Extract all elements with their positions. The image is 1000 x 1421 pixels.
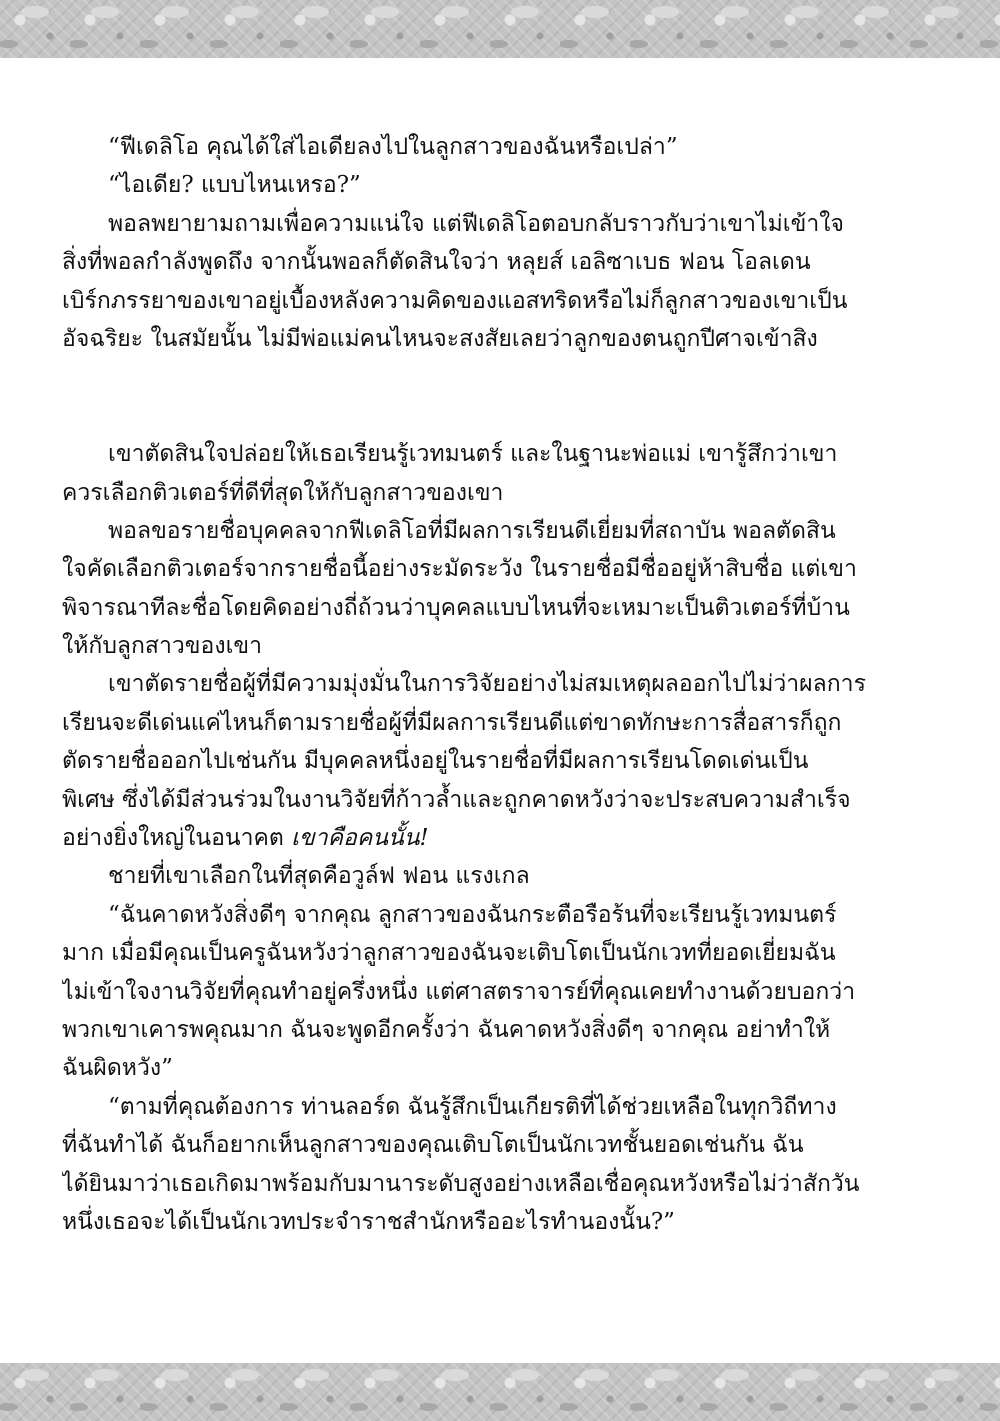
text-line	[62, 1126, 946, 1164]
text-line	[62, 1165, 946, 1203]
line-text: อย่างยิ่งใหญ่ในอนาคต	[62, 825, 292, 852]
story-text	[62, 128, 946, 1241]
text-line	[62, 704, 946, 742]
line-text: อัจฉริยะ ในสมัยนั้น ไม่มีพ่อแม่คนไหนจะสงสัยเลยว่าลูกของตนถูกปีศาจเข้าสิง	[62, 325, 818, 352]
text-line	[62, 512, 946, 550]
line-text: “ไอเดีย? แบบไหนเหรอ?”	[108, 172, 361, 199]
text-line	[62, 474, 946, 512]
line-text: พอลพยายามถามเพื่อความแน่ใจ แต่ฟีเดลิโอตอบกลับราวกับว่าเขาไม่เข้าใจ	[108, 210, 844, 237]
line-text: เรียนจะดีเด่นแค่ไหนก็ตามรายชื่อผู้ที่มีผลการเรียนดีแต่ขาดทักษะการสื่อสารก็ถูก	[62, 709, 842, 736]
text-line	[62, 166, 946, 204]
text-line	[62, 205, 946, 243]
text-line	[62, 550, 946, 588]
text-line	[62, 742, 946, 780]
line-text: เขาตัดสินใจปล่อยให้เธอเรียนรู้เวทมนตร์ และในฐานะพ่อแม่ เขารู้สึกว่าเขา	[108, 441, 838, 468]
blank-line	[62, 358, 946, 396]
line-text: ใจคัดเลือกติวเตอร์จากรายชื่อนี้อย่างระมัดระวัง ในรายชื่อมีชื่ออยู่ห้าสิบชื่อ แต่เขา	[62, 556, 857, 583]
text-line	[62, 781, 946, 819]
text-line	[62, 282, 946, 320]
text-line	[62, 1088, 946, 1126]
text-line	[62, 589, 946, 627]
line-text: ไม่เข้าใจงานวิจัยที่คุณทำอยู่ครึ่งหนึ่ง แต่ศาสตราจารย์ที่คุณเคยทำงานด้วยบอกว่า	[62, 978, 856, 1005]
line-text: พวกเขาเคารพคุณมาก ฉันจะพูดอีกครั้งว่า ฉันคาดหวังสิ่งดีๆ จากคุณ อย่าทำให้	[62, 1016, 831, 1043]
line-text: ที่ฉันทำได้ ฉันก็อยากเห็นลูกสาวของคุณเติบโตเป็นนักเวทชั้นยอดเช่นกัน ฉัน	[62, 1132, 804, 1159]
line-text: “ฟีเดลิโอ คุณได้ใส่ไอเดียลงไปในลูกสาวของฉันหรือเปล่า”	[108, 134, 678, 160]
text-line	[62, 819, 946, 857]
line-text: “ฉันคาดหวังสิ่งดีๆ จากคุณ ลูกสาวของฉันกระตือรือร้นที่จะเรียนรู้เวทมนตร์	[108, 901, 837, 928]
line-text: ฉันผิดหวัง”	[62, 1055, 173, 1082]
text-line	[62, 1203, 946, 1241]
line-text: ควรเลือกติวเตอร์ที่ดีที่สุดให้กับลูกสาวของเขา	[62, 479, 504, 506]
line-text: ตัดรายชื่อออกไปเช่นกัน มีบุคคลหนึ่งอยู่ในรายชื่อที่มีผลการเรียนโดดเด่นเป็น	[62, 748, 809, 775]
text-line	[62, 934, 946, 972]
text-line	[62, 243, 946, 281]
text-line	[62, 896, 946, 934]
text-line	[62, 665, 946, 703]
text-line	[62, 435, 946, 473]
line-text: พิจารณาทีละชื่อโดยคิดอย่างถี่ถ้วนว่าบุคคลแบบไหนที่จะเหมาะเป็นติวเตอร์ที่บ้าน	[62, 594, 850, 621]
blank-line	[62, 397, 946, 435]
line-text: พอลขอรายชื่อบุคคลจากฟีเดลิโอที่มีผลการเรียนดีเยี่ยมที่สถาบัน พอลตัดสิน	[108, 517, 836, 544]
line-text: เบิร์กภรรยาของเขาอยู่เบื้องหลังความคิดของแอสทริดหรือไม่ก็ลูกสาวของเขาเป็น	[62, 287, 848, 314]
line-text: หนึ่งเธอจะได้เป็นนักเวทประจำราชสำนักหรืออะไรทำนองนั้น?”	[62, 1208, 675, 1235]
line-text: ได้ยินมาว่าเธอเกิดมาพร้อมกับมานาระดับสูงอย่างเหลือเชื่อคุณหวังหรือไม่ว่าสักวัน	[62, 1170, 860, 1197]
line-text: สิ่งที่พอลกำลังพูดถึง จากนั้นพอลก็ตัดสินใจว่า หลุยส์ เอลิซาเบธ ฟอน โอลเดน	[62, 249, 811, 276]
text-line	[62, 1049, 946, 1087]
decorative-border-top	[0, 0, 1000, 58]
line-text: ให้กับลูกสาวของเขา	[62, 633, 263, 660]
text-line	[62, 627, 946, 665]
line-text: มาก เมื่อมีคุณเป็นครูฉันหวังว่าลูกสาวของฉันจะเติบโตเป็นนักเวทที่ยอดเยี่ยมฉัน	[62, 940, 836, 967]
emphasized-text: เขาคือคนนั้น!	[291, 825, 429, 852]
text-line	[62, 973, 946, 1011]
line-text: “ตามที่คุณต้องการ ท่านลอร์ด ฉันรู้สึกเป็นเกียรติที่ได้ช่วยเหลือในทุกวิถีทาง	[108, 1093, 837, 1120]
decorative-border-bottom	[0, 1363, 1000, 1421]
text-line	[62, 1011, 946, 1049]
text-line	[62, 320, 946, 358]
text-line	[62, 128, 946, 166]
text-line	[62, 857, 946, 895]
line-text: เขาตัดรายชื่อผู้ที่มีความมุ่งมั่นในการวิจัยอย่างไม่สมเหตุผลออกไปไม่ว่าผลการ	[108, 671, 866, 698]
line-text: พิเศษ ซึ่งได้มีส่วนร่วมในงานวิจัยที่ก้าวล้ำและถูกคาดหวังว่าจะประสบความสำเร็จ	[62, 786, 851, 813]
line-text: ชายที่เขาเลือกในที่สุดคือวูล์ฟ ฟอน แรงเกล	[108, 863, 530, 890]
